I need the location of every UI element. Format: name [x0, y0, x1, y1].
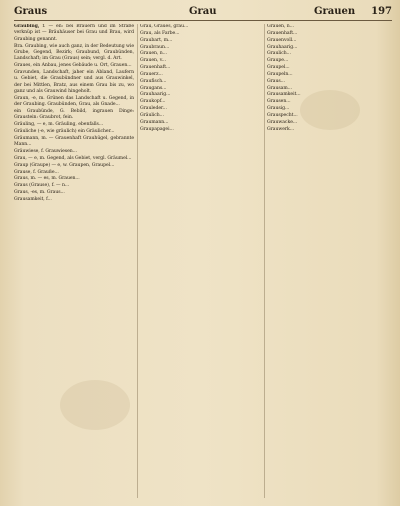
- entry-text: Graupe...: [267, 58, 289, 64]
- entry-text: Graugans...: [140, 85, 167, 91]
- entry-text: Grausen...: [267, 99, 291, 105]
- entry-text: Graupel...: [267, 65, 290, 71]
- entry-text: Graupeln...: [267, 71, 293, 77]
- dictionary-entry: [267, 24, 392, 30]
- dictionary-entry: [14, 136, 134, 149]
- entry-text: Grausig...: [267, 106, 290, 112]
- entry-text: Grauen, v...: [140, 58, 166, 64]
- entry-text: Graues, ein Anbau, jenes Gebäude u. Ort, Grauen...: [14, 63, 132, 69]
- entry-text: Grauspecht...: [267, 112, 298, 118]
- entry-text: Graupapagei...: [140, 126, 174, 132]
- entry-text: Graus (Grause), f. — n...: [14, 183, 70, 189]
- entry-text: Gravunden, Landschaft, jaher ein Abland, Laufern u. Gebiet, die Graubündner und aus Grauwinkel, der bei Mittlen, Bratz, aus einem Grau bis zu, wo ganz und als Grauwind hingeholt.: [14, 69, 134, 94]
- entry-text: Grauen, n...: [140, 51, 167, 57]
- dictionary-entry: [267, 65, 392, 71]
- dictionary-entry: [267, 86, 392, 92]
- column-divider: [264, 24, 265, 498]
- entry-text: Grauleder...: [140, 106, 167, 112]
- entry-text: Graukopf...: [140, 99, 166, 105]
- dictionary-entry: [14, 44, 134, 63]
- dictionary-entry: [267, 45, 392, 51]
- dictionary-entry: [14, 122, 134, 128]
- dictionary-entry: [267, 113, 392, 119]
- dictionary-entry: [14, 190, 134, 196]
- dictionary-entry: [140, 38, 261, 44]
- entry-text: Gräumann, m. — Grauenhaft Grauhügel, gebrannte Mann...: [14, 135, 134, 148]
- dictionary-entry: [267, 99, 392, 105]
- entry-text: Graup (Graupe) — e, w. Graupen, Graupel...: [14, 162, 115, 168]
- entry-text: Gräuling, — e, m. Gräuling, ebenfalls...: [14, 122, 104, 128]
- dictionary-entry: [267, 127, 392, 133]
- header-rule: [14, 20, 392, 21]
- dictionary-entry: [140, 72, 261, 78]
- entry-text: Bra. Graubing, wie auch ganz, in der Bedeutung wie Grube, Gegend, Bezirk; Graubund, Graubünden, Landschaft; im Grau (Graus) sein; vergl. d. Art.: [14, 43, 134, 62]
- dictionary-entry: [267, 38, 392, 44]
- dictionary-entry: [267, 51, 392, 57]
- dictionary-entry: [14, 176, 134, 182]
- dictionary-entry: [14, 129, 134, 135]
- dictionary-entry: [14, 96, 134, 109]
- dictionary-entry: [267, 92, 392, 98]
- entry-text: Grau, Graues, grau...: [140, 24, 189, 29]
- entry-text: Grauhaarig...: [140, 92, 171, 98]
- dictionary-entry: [14, 197, 134, 203]
- dictionary-entry: [267, 58, 392, 64]
- dictionary-entry: [267, 72, 392, 78]
- entry-text: Grau, als Farbe...: [140, 30, 180, 36]
- entry-text: Grauhaarig...: [267, 44, 298, 50]
- entry-text: Graulich...: [267, 51, 291, 57]
- dictionary-entry: [140, 92, 261, 98]
- column-divider: [137, 24, 138, 498]
- dictionary-entry: [14, 149, 134, 155]
- text-column-left: [14, 24, 134, 500]
- entry-text: Grausamkeit, f...: [14, 196, 52, 202]
- dictionary-entry: [14, 70, 134, 95]
- dictionary-entry: [140, 86, 261, 92]
- entry-text: Grauen, n...: [267, 24, 294, 29]
- dictionary-entry: [267, 79, 392, 85]
- dictionary-entry: [14, 170, 134, 176]
- dictionary-entry: [14, 24, 134, 43]
- entry-text: Grauerz...: [140, 71, 163, 77]
- entry-text: Graus...: [267, 78, 285, 84]
- dictionary-entry: [140, 24, 261, 30]
- dictionary-entry: [140, 45, 261, 51]
- dictionary-entry: [140, 58, 261, 64]
- dictionary-entry: [14, 183, 134, 189]
- dictionary-entry: [140, 120, 261, 126]
- entry-text: Graufisch...: [140, 78, 167, 84]
- header-left-word: Graus: [14, 6, 48, 17]
- header-middle-word: Grau: [189, 6, 217, 17]
- entry-text: Graumann...: [140, 119, 169, 125]
- entry-text: Grausamkeit...: [267, 92, 301, 98]
- entry-text: Graus, -es, m. Graus...: [14, 190, 65, 196]
- page-header: [14, 4, 392, 20]
- dictionary-entry: [14, 109, 134, 122]
- dictionary-entry: [140, 113, 261, 119]
- entry-text: Grausam...: [267, 85, 292, 91]
- entry-text: Gräulich...: [140, 112, 164, 118]
- entry-text: Graun, -e, m. Grünen das Landschaft u. Gegend, in der Graubing. Graubünden, Grau, als Gnade...: [14, 95, 134, 108]
- dictionary-entry: [140, 127, 261, 133]
- dictionary-entry: [14, 63, 134, 69]
- text-column-middle: [140, 24, 261, 500]
- entry-text: Graus, m. — es, m. Grauen...: [14, 176, 80, 182]
- entry-text: Gräuliche (-e, wie gräulich) ein Gräulicher...: [14, 129, 115, 134]
- page-number: 197: [371, 6, 392, 17]
- dictionary-entry: [267, 106, 392, 112]
- entry-text: Grauenhaft...: [140, 65, 171, 71]
- entry-text: Gräuwiese, f. Grauwiesen...: [14, 149, 77, 155]
- dictionary-entry: [140, 99, 261, 105]
- dictionary-entry: [14, 163, 134, 169]
- entry-text: ein Graubünde, G. Bebild, ingrauen Dinge: Graustein: Graubrot, fein.: [14, 108, 134, 121]
- header-right-word: Grauen: [314, 6, 356, 17]
- dictionary-entry: [140, 79, 261, 85]
- entry-text: Grauwacke...: [267, 119, 298, 125]
- entry-text: Grauenhaft...: [267, 30, 298, 36]
- entry-text: Graubart, m...: [140, 37, 173, 43]
- entry-text: Grause, f. Grauße...: [14, 169, 59, 175]
- entry-text: Graubraun...: [140, 44, 170, 50]
- dictionary-entry: [140, 31, 261, 37]
- entry-headword: Graubing,: [14, 24, 43, 29]
- entry-text: Grauwerk...: [267, 126, 295, 132]
- dictionary-entry: [267, 31, 392, 37]
- entry-text: f. — en: bei Brauern und im Straße verknüp ist — Bräuhäuser bei Grau und Brau, wird Graubing genannt.: [14, 24, 134, 42]
- dictionary-entry: [140, 106, 261, 112]
- text-column-right: [267, 24, 392, 500]
- dictionary-entry: [140, 51, 261, 57]
- entry-text: Grauenvoll...: [267, 37, 297, 43]
- entry-text: Grau, — e, m. Gegend, als Gebiet, vergl. Gräumel...: [14, 155, 132, 161]
- dictionary-entry: [14, 156, 134, 162]
- dictionary-entry: [267, 120, 392, 126]
- dictionary-entry: [140, 65, 261, 71]
